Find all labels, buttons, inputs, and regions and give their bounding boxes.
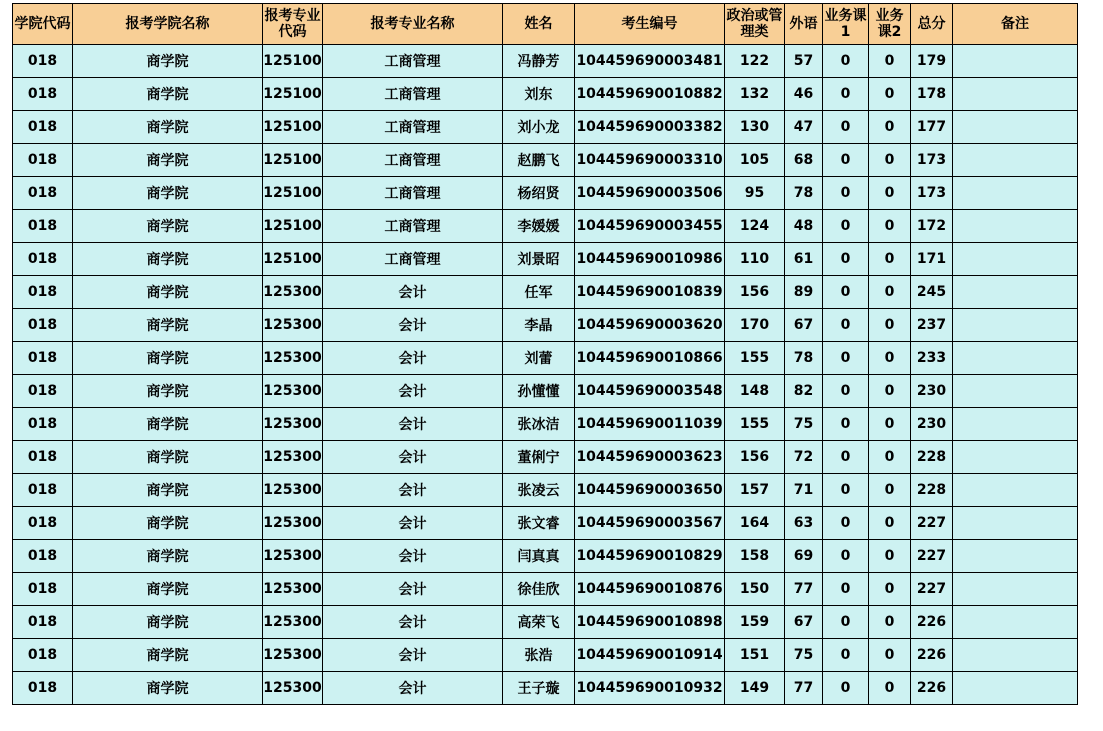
subject2-score-cell: 0 (869, 540, 911, 573)
remarks-cell (953, 408, 1078, 441)
name-cell: 张凌云 (503, 474, 575, 507)
subject2-score-cell: 0 (869, 309, 911, 342)
college-code-cell: 018 (13, 144, 73, 177)
remarks-cell (953, 573, 1078, 606)
total-score-cell: 226 (911, 606, 953, 639)
college-name-cell: 商学院 (73, 540, 263, 573)
politics-score-cell: 150 (725, 573, 785, 606)
candidate-id-cell: 104459690010876 (575, 573, 725, 606)
foreign-language-score-cell: 57 (785, 45, 823, 78)
college-code-cell: 018 (13, 540, 73, 573)
subject1-score-cell: 0 (823, 309, 869, 342)
politics-score-cell: 95 (725, 177, 785, 210)
table-row (13, 672, 1078, 705)
politics-score-cell: 159 (725, 606, 785, 639)
politics-score-cell: 124 (725, 210, 785, 243)
college-name-cell: 商学院 (73, 78, 263, 111)
college-code-cell: 018 (13, 309, 73, 342)
subject2-header: 业务课2 (869, 4, 911, 45)
total-score-cell: 178 (911, 78, 953, 111)
name-cell: 刘景昭 (503, 243, 575, 276)
college-name-cell: 商学院 (73, 441, 263, 474)
college-name-cell: 商学院 (73, 474, 263, 507)
subject1-score-cell: 0 (823, 507, 869, 540)
subject1-score-cell: 0 (823, 243, 869, 276)
college-name-cell: 商学院 (73, 408, 263, 441)
politics-score-cell: 151 (725, 639, 785, 672)
remarks-cell (953, 540, 1078, 573)
foreign-language-score-cell: 69 (785, 540, 823, 573)
major-name-cell: 会计 (323, 573, 503, 606)
politics-score-cell: 158 (725, 540, 785, 573)
candidate-id-cell: 104459690010839 (575, 276, 725, 309)
major-name-cell: 会计 (323, 474, 503, 507)
table-row (13, 276, 1078, 309)
table-row (13, 507, 1078, 540)
politics-score-cell: 156 (725, 276, 785, 309)
score-table (12, 3, 1078, 705)
major-name-cell: 会计 (323, 408, 503, 441)
remarks-cell (953, 111, 1078, 144)
major-code-cell: 125100 (263, 45, 323, 78)
major-name-cell: 会计 (323, 375, 503, 408)
college-code-cell: 018 (13, 606, 73, 639)
candidate-id-cell: 104459690003310 (575, 144, 725, 177)
foreign-language-score-cell: 82 (785, 375, 823, 408)
table-row (13, 573, 1078, 606)
major-name-cell: 会计 (323, 441, 503, 474)
college-code-cell: 018 (13, 672, 73, 705)
college-name-cell: 商学院 (73, 309, 263, 342)
college-name-cell: 商学院 (73, 111, 263, 144)
total-score-cell: 179 (911, 45, 953, 78)
total-score-cell: 228 (911, 474, 953, 507)
subject1-score-cell: 0 (823, 474, 869, 507)
college-name-cell: 商学院 (73, 672, 263, 705)
foreign-language-score-cell: 77 (785, 573, 823, 606)
table-row (13, 144, 1078, 177)
politics-score-cell: 105 (725, 144, 785, 177)
college-name-cell: 商学院 (73, 639, 263, 672)
subject1-score-cell: 0 (823, 78, 869, 111)
major-code-cell: 125300 (263, 474, 323, 507)
total-score-cell: 226 (911, 639, 953, 672)
subject2-score-cell: 0 (869, 606, 911, 639)
table-row (13, 540, 1078, 573)
candidate-id-cell: 104459690003567 (575, 507, 725, 540)
major-code-header: 报考专业代码 (263, 4, 323, 45)
subject2-score-cell: 0 (869, 375, 911, 408)
subject2-score-cell: 0 (869, 78, 911, 111)
remarks-cell (953, 276, 1078, 309)
total-score-cell: 226 (911, 672, 953, 705)
candidate-id-cell: 104459690003548 (575, 375, 725, 408)
candidate-id-cell: 104459690010986 (575, 243, 725, 276)
name-cell: 刘小龙 (503, 111, 575, 144)
total-header: 总分 (911, 4, 953, 45)
college-name-cell: 商学院 (73, 606, 263, 639)
subject2-score-cell: 0 (869, 342, 911, 375)
subject2-score-cell: 0 (869, 111, 911, 144)
foreign-language-score-cell: 75 (785, 639, 823, 672)
college-name-cell: 商学院 (73, 144, 263, 177)
subject2-score-cell: 0 (869, 243, 911, 276)
major-code-cell: 125100 (263, 210, 323, 243)
subject1-score-cell: 0 (823, 573, 869, 606)
politics-header: 政治或管理类 (725, 4, 785, 45)
college-code-cell: 018 (13, 45, 73, 78)
politics-score-cell: 149 (725, 672, 785, 705)
total-score-cell: 173 (911, 177, 953, 210)
table-row (13, 342, 1078, 375)
table-body (13, 45, 1078, 705)
remarks-cell (953, 45, 1078, 78)
total-score-cell: 172 (911, 210, 953, 243)
college-code-cell: 018 (13, 177, 73, 210)
total-score-cell: 228 (911, 441, 953, 474)
college-name-cell: 商学院 (73, 276, 263, 309)
table-row (13, 408, 1078, 441)
foreign-language-score-cell: 48 (785, 210, 823, 243)
foreign-language-score-cell: 71 (785, 474, 823, 507)
subject2-score-cell: 0 (869, 639, 911, 672)
politics-score-cell: 148 (725, 375, 785, 408)
remarks-header: 备注 (953, 4, 1078, 45)
total-score-cell: 245 (911, 276, 953, 309)
remarks-cell (953, 375, 1078, 408)
major-name-cell: 工商管理 (323, 111, 503, 144)
college-name-header: 报考学院名称 (73, 4, 263, 45)
total-score-cell: 230 (911, 375, 953, 408)
foreign-language-score-cell: 68 (785, 144, 823, 177)
candidate-id-cell: 104459690010882 (575, 78, 725, 111)
name-cell: 任军 (503, 276, 575, 309)
foreign-language-score-cell: 75 (785, 408, 823, 441)
subject2-score-cell: 0 (869, 573, 911, 606)
candidate-id-cell: 104459690003455 (575, 210, 725, 243)
subject1-score-cell: 0 (823, 111, 869, 144)
subject1-score-cell: 0 (823, 408, 869, 441)
major-code-cell: 125100 (263, 243, 323, 276)
major-name-cell: 会计 (323, 507, 503, 540)
politics-score-cell: 130 (725, 111, 785, 144)
major-code-cell: 125300 (263, 606, 323, 639)
college-name-cell: 商学院 (73, 45, 263, 78)
total-score-cell: 233 (911, 342, 953, 375)
table-row (13, 309, 1078, 342)
subject2-score-cell: 0 (869, 441, 911, 474)
foreign-language-score-cell: 78 (785, 342, 823, 375)
total-score-cell: 227 (911, 507, 953, 540)
name-cell: 董俐宁 (503, 441, 575, 474)
major-code-cell: 125100 (263, 144, 323, 177)
major-name-cell: 会计 (323, 342, 503, 375)
candidate-id-cell: 104459690003623 (575, 441, 725, 474)
college-code-cell: 018 (13, 474, 73, 507)
college-name-cell: 商学院 (73, 507, 263, 540)
name-cell: 高荣飞 (503, 606, 575, 639)
major-code-cell: 125300 (263, 375, 323, 408)
college-name-cell: 商学院 (73, 573, 263, 606)
name-cell: 赵鹏飞 (503, 144, 575, 177)
college-name-cell: 商学院 (73, 243, 263, 276)
subject2-score-cell: 0 (869, 276, 911, 309)
major-code-cell: 125300 (263, 441, 323, 474)
college-code-cell: 018 (13, 507, 73, 540)
candidate-id-header: 考生编号 (575, 4, 725, 45)
politics-score-cell: 155 (725, 342, 785, 375)
college-code-cell: 018 (13, 276, 73, 309)
total-score-cell: 230 (911, 408, 953, 441)
politics-score-cell: 157 (725, 474, 785, 507)
major-code-cell: 125300 (263, 276, 323, 309)
candidate-id-cell: 104459690010898 (575, 606, 725, 639)
major-name-cell: 工商管理 (323, 45, 503, 78)
major-name-cell: 会计 (323, 639, 503, 672)
name-cell: 闫真真 (503, 540, 575, 573)
major-name-cell: 会计 (323, 540, 503, 573)
college-code-cell: 018 (13, 639, 73, 672)
remarks-cell (953, 210, 1078, 243)
name-cell: 刘蕾 (503, 342, 575, 375)
remarks-cell (953, 672, 1078, 705)
major-code-cell: 125300 (263, 672, 323, 705)
subject2-score-cell: 0 (869, 408, 911, 441)
college-code-cell: 018 (13, 210, 73, 243)
college-code-cell: 018 (13, 441, 73, 474)
college-name-cell: 商学院 (73, 210, 263, 243)
politics-score-cell: 156 (725, 441, 785, 474)
name-cell: 冯静芳 (503, 45, 575, 78)
name-cell: 徐佳欣 (503, 573, 575, 606)
college-name-cell: 商学院 (73, 342, 263, 375)
college-code-cell: 018 (13, 573, 73, 606)
subject1-score-cell: 0 (823, 144, 869, 177)
table-row (13, 441, 1078, 474)
table-row (13, 111, 1078, 144)
name-cell: 李晶 (503, 309, 575, 342)
foreign-language-score-cell: 67 (785, 606, 823, 639)
name-cell: 杨绍贤 (503, 177, 575, 210)
foreign-language-score-cell: 63 (785, 507, 823, 540)
politics-score-cell: 170 (725, 309, 785, 342)
remarks-cell (953, 639, 1078, 672)
foreign-language-score-cell: 72 (785, 441, 823, 474)
table-row (13, 639, 1078, 672)
subject1-header: 业务课1 (823, 4, 869, 45)
major-code-cell: 125300 (263, 342, 323, 375)
major-code-cell: 125100 (263, 177, 323, 210)
remarks-cell (953, 441, 1078, 474)
foreign-language-score-cell: 89 (785, 276, 823, 309)
major-code-cell: 125300 (263, 309, 323, 342)
table-row (13, 243, 1078, 276)
remarks-cell (953, 243, 1078, 276)
subject1-score-cell: 0 (823, 45, 869, 78)
college-code-cell: 018 (13, 243, 73, 276)
total-score-cell: 177 (911, 111, 953, 144)
name-header: 姓名 (503, 4, 575, 45)
major-code-cell: 125300 (263, 540, 323, 573)
total-score-cell: 173 (911, 144, 953, 177)
major-name-cell: 工商管理 (323, 78, 503, 111)
foreign-language-score-cell: 46 (785, 78, 823, 111)
candidate-id-cell: 104459690003620 (575, 309, 725, 342)
remarks-cell (953, 342, 1078, 375)
major-name-cell: 会计 (323, 606, 503, 639)
table-row (13, 606, 1078, 639)
total-score-cell: 227 (911, 573, 953, 606)
header-row (13, 4, 1078, 45)
major-code-cell: 125100 (263, 78, 323, 111)
college-code-cell: 018 (13, 342, 73, 375)
foreign-language-score-cell: 78 (785, 177, 823, 210)
major-name-cell: 工商管理 (323, 144, 503, 177)
major-code-cell: 125300 (263, 507, 323, 540)
major-name-header: 报考专业名称 (323, 4, 503, 45)
major-code-cell: 125300 (263, 639, 323, 672)
subject2-score-cell: 0 (869, 177, 911, 210)
subject1-score-cell: 0 (823, 342, 869, 375)
candidate-id-cell: 104459690010914 (575, 639, 725, 672)
candidate-id-cell: 104459690011039 (575, 408, 725, 441)
candidate-id-cell: 104459690003382 (575, 111, 725, 144)
candidate-id-cell: 104459690010932 (575, 672, 725, 705)
politics-score-cell: 110 (725, 243, 785, 276)
name-cell: 张文睿 (503, 507, 575, 540)
name-cell: 张冰洁 (503, 408, 575, 441)
remarks-cell (953, 78, 1078, 111)
subject2-score-cell: 0 (869, 507, 911, 540)
major-name-cell: 会计 (323, 309, 503, 342)
college-code-cell: 018 (13, 111, 73, 144)
major-name-cell: 工商管理 (323, 210, 503, 243)
table-row (13, 474, 1078, 507)
name-cell: 张浩 (503, 639, 575, 672)
major-name-cell: 会计 (323, 672, 503, 705)
subject2-score-cell: 0 (869, 210, 911, 243)
subject2-score-cell: 0 (869, 144, 911, 177)
subject1-score-cell: 0 (823, 375, 869, 408)
remarks-cell (953, 309, 1078, 342)
score-table-wrapper (12, 3, 1078, 705)
college-code-header: 学院代码 (13, 4, 73, 45)
remarks-cell (953, 474, 1078, 507)
subject1-score-cell: 0 (823, 177, 869, 210)
foreign-language-header: 外语 (785, 4, 823, 45)
major-name-cell: 工商管理 (323, 177, 503, 210)
college-name-cell: 商学院 (73, 177, 263, 210)
remarks-cell (953, 177, 1078, 210)
table-row (13, 78, 1078, 111)
subject1-score-cell: 0 (823, 441, 869, 474)
foreign-language-score-cell: 47 (785, 111, 823, 144)
name-cell: 李媛媛 (503, 210, 575, 243)
candidate-id-cell: 104459690010866 (575, 342, 725, 375)
politics-score-cell: 122 (725, 45, 785, 78)
politics-score-cell: 132 (725, 78, 785, 111)
college-code-cell: 018 (13, 375, 73, 408)
subject1-score-cell: 0 (823, 276, 869, 309)
table-row (13, 45, 1078, 78)
subject1-score-cell: 0 (823, 639, 869, 672)
table-row (13, 177, 1078, 210)
subject2-score-cell: 0 (869, 45, 911, 78)
remarks-cell (953, 606, 1078, 639)
foreign-language-score-cell: 67 (785, 309, 823, 342)
major-code-cell: 125300 (263, 573, 323, 606)
table-row (13, 375, 1078, 408)
name-cell: 刘东 (503, 78, 575, 111)
subject1-score-cell: 0 (823, 540, 869, 573)
candidate-id-cell: 104459690010829 (575, 540, 725, 573)
politics-score-cell: 164 (725, 507, 785, 540)
foreign-language-score-cell: 61 (785, 243, 823, 276)
subject1-score-cell: 0 (823, 606, 869, 639)
college-name-cell: 商学院 (73, 375, 263, 408)
subject2-score-cell: 0 (869, 474, 911, 507)
subject2-score-cell: 0 (869, 672, 911, 705)
table-row (13, 210, 1078, 243)
major-code-cell: 125100 (263, 111, 323, 144)
major-name-cell: 会计 (323, 276, 503, 309)
remarks-cell (953, 144, 1078, 177)
politics-score-cell: 155 (725, 408, 785, 441)
foreign-language-score-cell: 77 (785, 672, 823, 705)
major-name-cell: 工商管理 (323, 243, 503, 276)
remarks-cell (953, 507, 1078, 540)
total-score-cell: 171 (911, 243, 953, 276)
major-code-cell: 125300 (263, 408, 323, 441)
subject1-score-cell: 0 (823, 672, 869, 705)
total-score-cell: 237 (911, 309, 953, 342)
name-cell: 王子璇 (503, 672, 575, 705)
college-code-cell: 018 (13, 408, 73, 441)
candidate-id-cell: 104459690003481 (575, 45, 725, 78)
candidate-id-cell: 104459690003650 (575, 474, 725, 507)
name-cell: 孙懂懂 (503, 375, 575, 408)
college-code-cell: 018 (13, 78, 73, 111)
subject1-score-cell: 0 (823, 210, 869, 243)
candidate-id-cell: 104459690003506 (575, 177, 725, 210)
total-score-cell: 227 (911, 540, 953, 573)
